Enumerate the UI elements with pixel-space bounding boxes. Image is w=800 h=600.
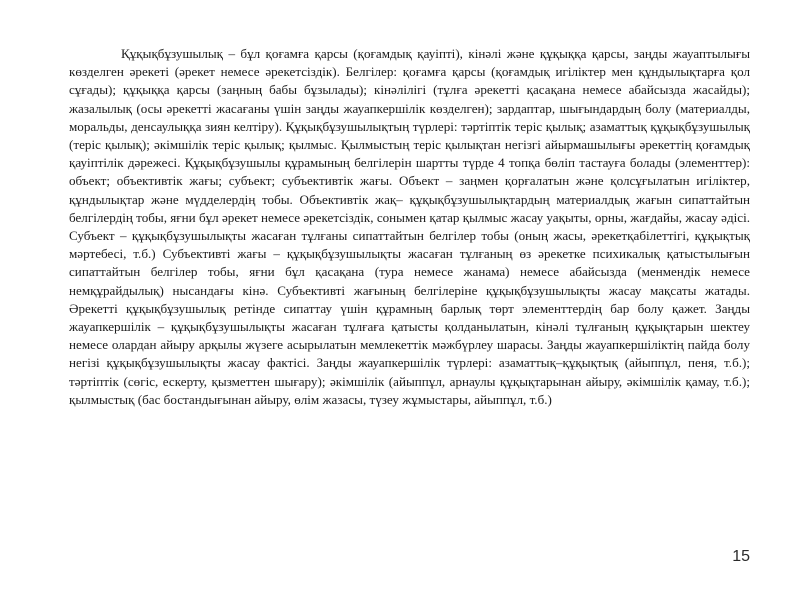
page-number: 15 <box>732 548 750 565</box>
body-paragraph: Құқықбұзушылық – бұл қоғамға қарсы (қоғамдық қауіпті), кінәлі және құқыққа қарсы, заңды жауаптылығы көзделген әрекеті (әрекет немесе әрекетсіздік). Белгілер: қоғамға қарсы (қоғамдық игіліктер мен құндылықтарға қол сұғады); құқыққа қарсы (заңның бабы бұзылады); кінәлілігі (тұлға әрекетті қасақана немесе абайсызда жасайды); жазалылық (осы әрекетті жасағаны үшін заңды жауапкершілік көзделген); зардаптар, шығындардың болу (материалды, моральды, денсаулыққа зиян келтіру). Құқықбұзушылықтың түрлері: тәртіптік теріс қылық; азаматтық құқықбұзушылық (теріс қылық); әкімшілік теріс қылық; қылмыс. Қылмыстың теріс қылықтан негізгі айырмашылығы әрекеттің қоғамдық қауіптілік дәрежесі. Құқықбұзушылы құрамының белгілерін шартты түрде 4 топқа бөліп тастауға болады (элементтер): объект; объективтік жағы; субъект; субъективтік жағы. Объект – заңмен қорғалатын және қолсұғылатын игіліктер, құндылықтар және мүдделердің тобы. Объективтік жақ– құқықбұзушылықтардың материалдық жағын сипаттайтын белгілердің тобы, яғни бұл әрекет немесе әрекетсіздік, сонымен қатар қылмыс жасау уақыты, орны, жағдайы, жасау әдісі. Субъект – құқықбұзушылықты жасаған тұлғаны сипаттайтын белгілер тобы (оның жасы, әрекетқабілеттігі, құқықтық мәртебесі, т.б.) Субъективті жағы – құқықбұзушылықты жасаған тұлғаның өз әрекетке психикалық қатыстылығын сипаттайтын белгілер тобы, яғни бұл қасақана (тура немесе жанама) немесе абайсызда (менмендік немесе немқұрайдылық) нысандағы кінә. Субъективті жағының белгілеріне құқықбұзушылықты жасау мақсаты жатады. Әрекетті құқықбұзушылық ретінде сипаттау үшін құрамның барлық төрт элементтердің бар болу қажет. Заңды жауапкершілік – құқықбұзушылықты жасаған тұлғаға қатысты қолданылатын, кінәлі тұлғаның құқықтарын шектеу немесе олардан айыру арқылы жүзеге асырылатын мемлекеттік мәжбүрлеу шарасы. Заңды жауапкершіліктің пайда болу негізі құқықбұзушылықты жасау фактісі. Заңды жауапкершілік түрлері: азаматтық–құқықтық (айыппұл, пеня, т.б.); тәртіптік (сөгіс, ескерту, қызметтен шығару); әкімшілік (айыппұл, арнаулы құқықтарынан айыру, әкімшілік қамау, т.б.); қылмыстық (бас бостандығынан айыру, өлім жазасы, түзеу жұмыстары, айыппұл, т.б.) <box>69 46 750 407</box>
